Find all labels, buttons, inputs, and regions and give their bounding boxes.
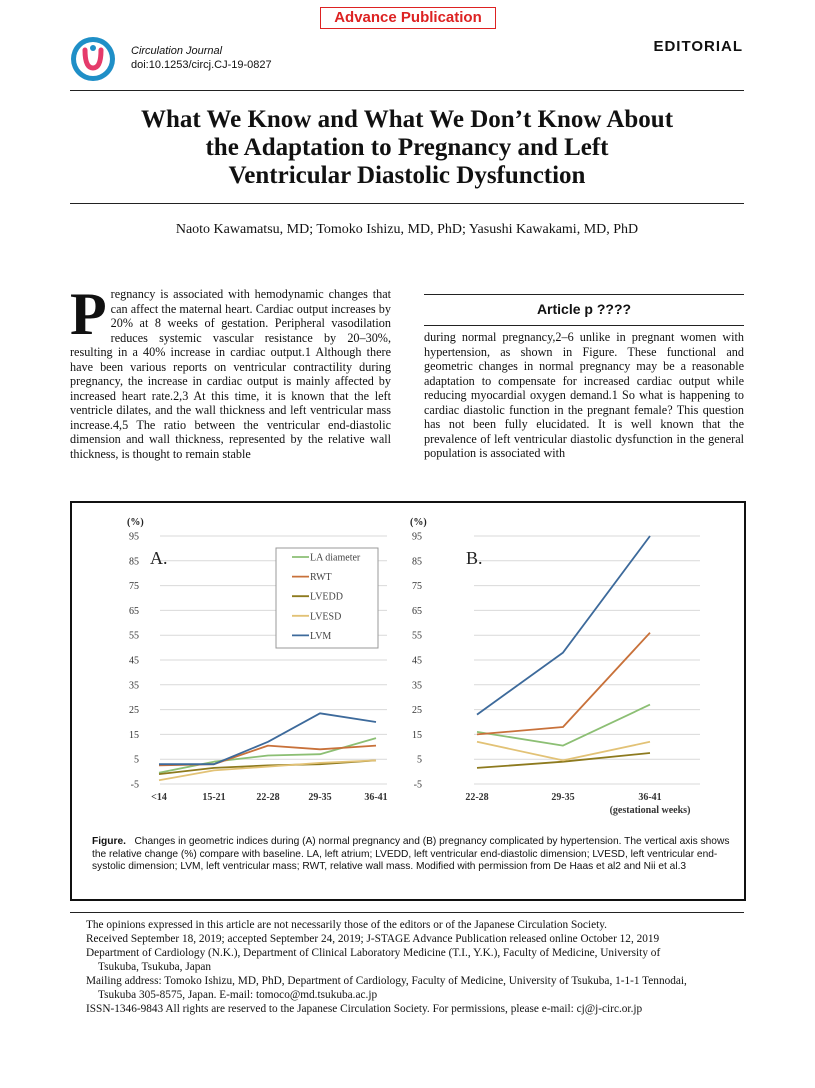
advance-publication-badge: Advance Publication	[320, 7, 496, 29]
panel-label: B.	[466, 548, 483, 568]
y-tick-label: 65	[412, 605, 422, 617]
footer-dates: Received September 18, 2019; accepted September 24, 2019; J-STAGE Advance Publication released online October 12, 2019	[86, 933, 660, 945]
y-tick-label: 55	[412, 630, 422, 642]
y-tick-label: 15	[129, 729, 139, 741]
footer-affiliation: Department of Cardiology (N.K.), Department of Clinical Laboratory Medicine (T.I., Y.K.), Faculty of Medicine, University of	[86, 947, 661, 959]
y-tick-label: -5	[130, 779, 139, 791]
doi[interactable]: doi:10.1253/circj.CJ-19-0827	[131, 59, 272, 71]
legend-label: LVEDD	[310, 591, 343, 603]
y-tick-label: 25	[129, 705, 139, 717]
y-tick-label: 35	[129, 680, 139, 692]
body-column-1	[70, 281, 391, 461]
caption-text: Changes in geometric indices during (A) normal pregnancy and (B) pregnancy complicated by hypertension. The vertical axis shows the relative change (%) compare with baseline. LA, left atrium; LVEDD, left ventricular end-diastolic dimension; LVESD, left ventricular end-systolic dimension; LVM, left ventricular mass; RWT, relative wall mass. Modified with permission from De Haas et al2 and Nii et al.3	[92, 836, 730, 872]
y-tick-label: 75	[412, 581, 422, 593]
journal-logo	[70, 36, 116, 82]
x-tick-label: 36-41	[638, 792, 662, 803]
article-title	[70, 106, 744, 190]
x-tick-label: 29-35	[551, 792, 575, 803]
footer-affiliation-cont: Tsukuba, Tsukuba, Japan	[98, 961, 212, 973]
drop-cap: P	[70, 281, 107, 347]
y-tick-label: 35	[412, 680, 422, 692]
title-line: the Adaptation to Pregnancy and Left	[205, 134, 609, 161]
legend-label: LVESD	[310, 611, 342, 623]
footer-issn: ISSN-1346-9843 All rights are reserved to the Japanese Circulation Society. For permissions, please e-mail: cj@j-circ.or.jp	[86, 1003, 643, 1015]
body-text: regnancy is associated with hemodynamic changes that can affect the maternal heart. Cardiac output increases by 20% at 8 weeks of gestation. Peripheral vasodilation reduces systemic vascular resistance by 20–30%, resulting in a 40% increase in cardiac output.1 Although there have been various reports on ventricular contractility during pregnancy, the increase in cardiac output is mainly affected by increased heart rate.2,3 At this time, it is known that the left ventricle dilates, and the wall thickness and left ventricular mass increase.4,5 The ratio between the ventricular end-diastolic dimension and wall thickness, represented by the relative wall thickness, is thought to remain stable	[70, 287, 391, 461]
y-tick-label: 25	[412, 705, 422, 717]
footer	[86, 918, 746, 1016]
y-axis-label: (%)	[127, 517, 144, 528]
footer-mailing-cont: Tsukuba 305-8575, Japan. E-mail: tomoco@md.tsukuba.ac.jp	[98, 989, 378, 1001]
footer-disclaimer: The opinions expressed in this article are not necessarily those of the editors or of the Japanese Circulation Society.	[86, 919, 607, 931]
journal-name: Circulation Journal	[131, 45, 223, 57]
y-tick-label: 95	[412, 531, 422, 543]
body-text: during normal pregnancy,2–6 unlike in pregnant women with hypertension, as shown in Figure. These functional and geometric changes in normal pregnancy may be a reasonable adaptation to compensate for increased cardiac output while reducing myocardial oxygen demand.1 So what is happening to cardiac diastolic function in the pregnant female? This question has not been fully elucidated. It is well known that the prevalence of left ventricular diastolic dysfunction in the general population is associated with	[424, 330, 744, 460]
x-tick-label: 15-21	[202, 792, 226, 803]
series-line-la-diameter	[477, 705, 650, 746]
legend-label: LA diameter	[310, 552, 361, 564]
caption-label: Figure.	[92, 836, 126, 847]
legend-label: RWT	[310, 572, 332, 584]
x-tick-label: 22-28	[256, 792, 280, 803]
y-tick-label: 5	[417, 754, 422, 766]
y-tick-label: 85	[129, 556, 139, 568]
y-axis-label: (%)	[410, 517, 427, 528]
y-tick-label: 75	[129, 581, 139, 593]
y-tick-label: 15	[412, 729, 422, 741]
legend-label: LVM	[310, 630, 332, 642]
body-column-2	[424, 330, 744, 461]
title-line: Ventricular Diastolic Dysfunction	[228, 162, 586, 189]
series-line-lvm	[477, 536, 650, 715]
title-rule	[70, 203, 744, 204]
x-axis-label: (gestational weeks)	[609, 805, 691, 816]
x-tick-label: 22-28	[465, 792, 489, 803]
series-line-la-diameter	[159, 738, 376, 773]
journal-info	[131, 44, 272, 72]
title-line: What We Know and What We Don’t Know About	[140, 106, 674, 133]
y-tick-label: 45	[412, 655, 422, 667]
footer-rule	[70, 912, 744, 913]
y-tick-label: 45	[129, 655, 139, 667]
x-tick-label: 36-41	[364, 792, 388, 803]
y-tick-label: 95	[129, 531, 139, 543]
series-line-lvm	[159, 713, 376, 764]
header-rule	[70, 90, 744, 91]
related-article-box[interactable]: Article p ????	[424, 294, 744, 326]
x-tick-label: <14	[151, 792, 167, 803]
y-tick-label: -5	[413, 779, 422, 791]
footer-mailing: Mailing address: Tomoko Ishizu, MD, PhD, Department of Cardiology, Faculty of Medicine, University of Tsukuba, 1-1-1 Tennodai,	[86, 975, 687, 987]
figure-caption	[92, 836, 732, 874]
authors: Naoto Kawamatsu, MD; Tomoko Ishizu, MD, PhD; Yasushi Kawakami, MD, PhD	[175, 222, 639, 237]
y-tick-label: 5	[134, 754, 139, 766]
y-tick-label: 85	[412, 556, 422, 568]
series-line-rwt	[477, 633, 650, 735]
figure-chart	[72, 503, 740, 833]
section-label: EDITORIAL	[653, 38, 743, 55]
y-tick-label: 55	[129, 630, 139, 642]
y-tick-label: 65	[129, 605, 139, 617]
x-tick-label: 29-35	[308, 792, 332, 803]
panel-label: A.	[150, 548, 168, 568]
